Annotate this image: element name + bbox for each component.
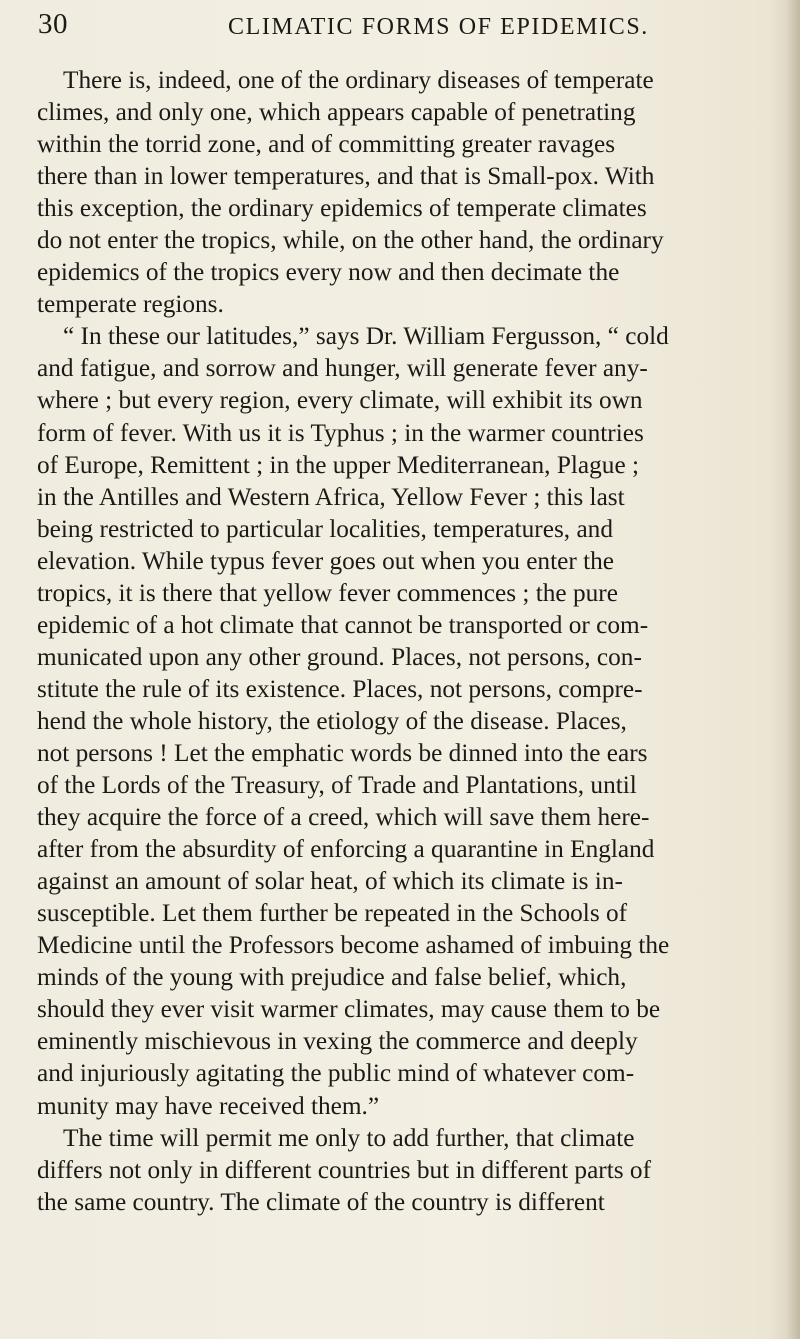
paragraph [37,320,777,1121]
text-line: not persons ! Let the emphatic words be dinned into the ears [37,738,648,767]
text-line: form of fever. With us it is Typhus ; in the warmer countries [37,418,644,447]
text-line: hend the whole history, the etiology of the disease. Places, [37,706,627,735]
page-number: 30 [38,8,68,40]
text-line: against an amount of solar heat, of which its climate is in- [37,867,623,896]
text-line: epidemic of a hot climate that cannot be transported or com- [37,610,649,639]
text-line: after from the absurdity of enforcing a quarantine in England [37,835,655,864]
text-line: climes, and only one, which appears capable of penetrating [37,98,636,127]
text-line: there than in lower temperatures, and that is Small-pox. With [37,162,655,191]
text-line: they acquire the force of a creed, which will save them here- [37,803,650,832]
text-line: stitute the rule of its existence. Places, not persons, compre- [37,674,643,703]
text-line: and fatigue, and sorrow and hunger, will generate fever any- [37,354,648,383]
text-line: munity may have received them.” [37,1091,380,1120]
text-line: of the Lords of the Treasury, of Trade and Plantations, until [37,771,637,800]
text-line: “ In these our latitudes,” says Dr. William Fergusson, “ cold [63,322,669,351]
text-line: tropics, it is there that yellow fever commences ; the pure [37,578,618,607]
text-line: There is, indeed, one of the ordinary diseases of temperate [63,66,654,94]
text-line: in the Antilles and Western Africa, Yellow Fever ; this last [37,482,625,511]
text-line: Medicine until the Professors become ashamed of imbuing the [37,931,670,960]
text-line: municated upon any other ground. Places, not persons, con- [37,642,642,671]
body-text [37,64,777,1218]
text-line: epidemics of the tropics every now and then decimate the [37,258,620,287]
text-line: the same country. The climate of the country is different [37,1187,605,1216]
text-line: and injuriously agitating the public mind of whatever com- [37,1059,635,1088]
text-line: being restricted to particular localities, temperatures, and [37,514,613,543]
paragraph [37,1122,777,1218]
paragraph [37,64,777,320]
text-line: do not enter the tropics, while, on the other hand, the ordinary [37,226,664,255]
text-line: eminently mischievous in vexing the commerce and deeply [37,1027,638,1056]
text-line: differs not only in different countries but in different parts of [37,1155,652,1184]
text-line: within the torrid zone, and of committing greater ravages [37,130,616,159]
text-line: should they ever visit warmer climates, may cause them to be [37,995,661,1024]
text-line: The time will permit me only to add further, that climate [63,1123,635,1152]
text-line: minds of the young with prejudice and false belief, which, [37,963,627,992]
page-edge-shadow [786,0,800,1339]
text-line: where ; but every region, every climate, will exhibit its own [37,386,643,415]
text-line: this exception, the ordinary epidemics of temperate climates [37,194,647,223]
running-head [38,8,778,48]
running-title: CLIMATIC FORMS OF EPIDEMICS. [228,14,649,40]
text-line: temperate regions. [37,290,224,319]
text-line: susceptible. Let them further be repeated in the Schools of [37,899,628,928]
text-line: elevation. While typus fever goes out when you enter the [37,546,614,575]
text-line: of Europe, Remittent ; in the upper Mediterranean, Plague ; [37,450,640,479]
